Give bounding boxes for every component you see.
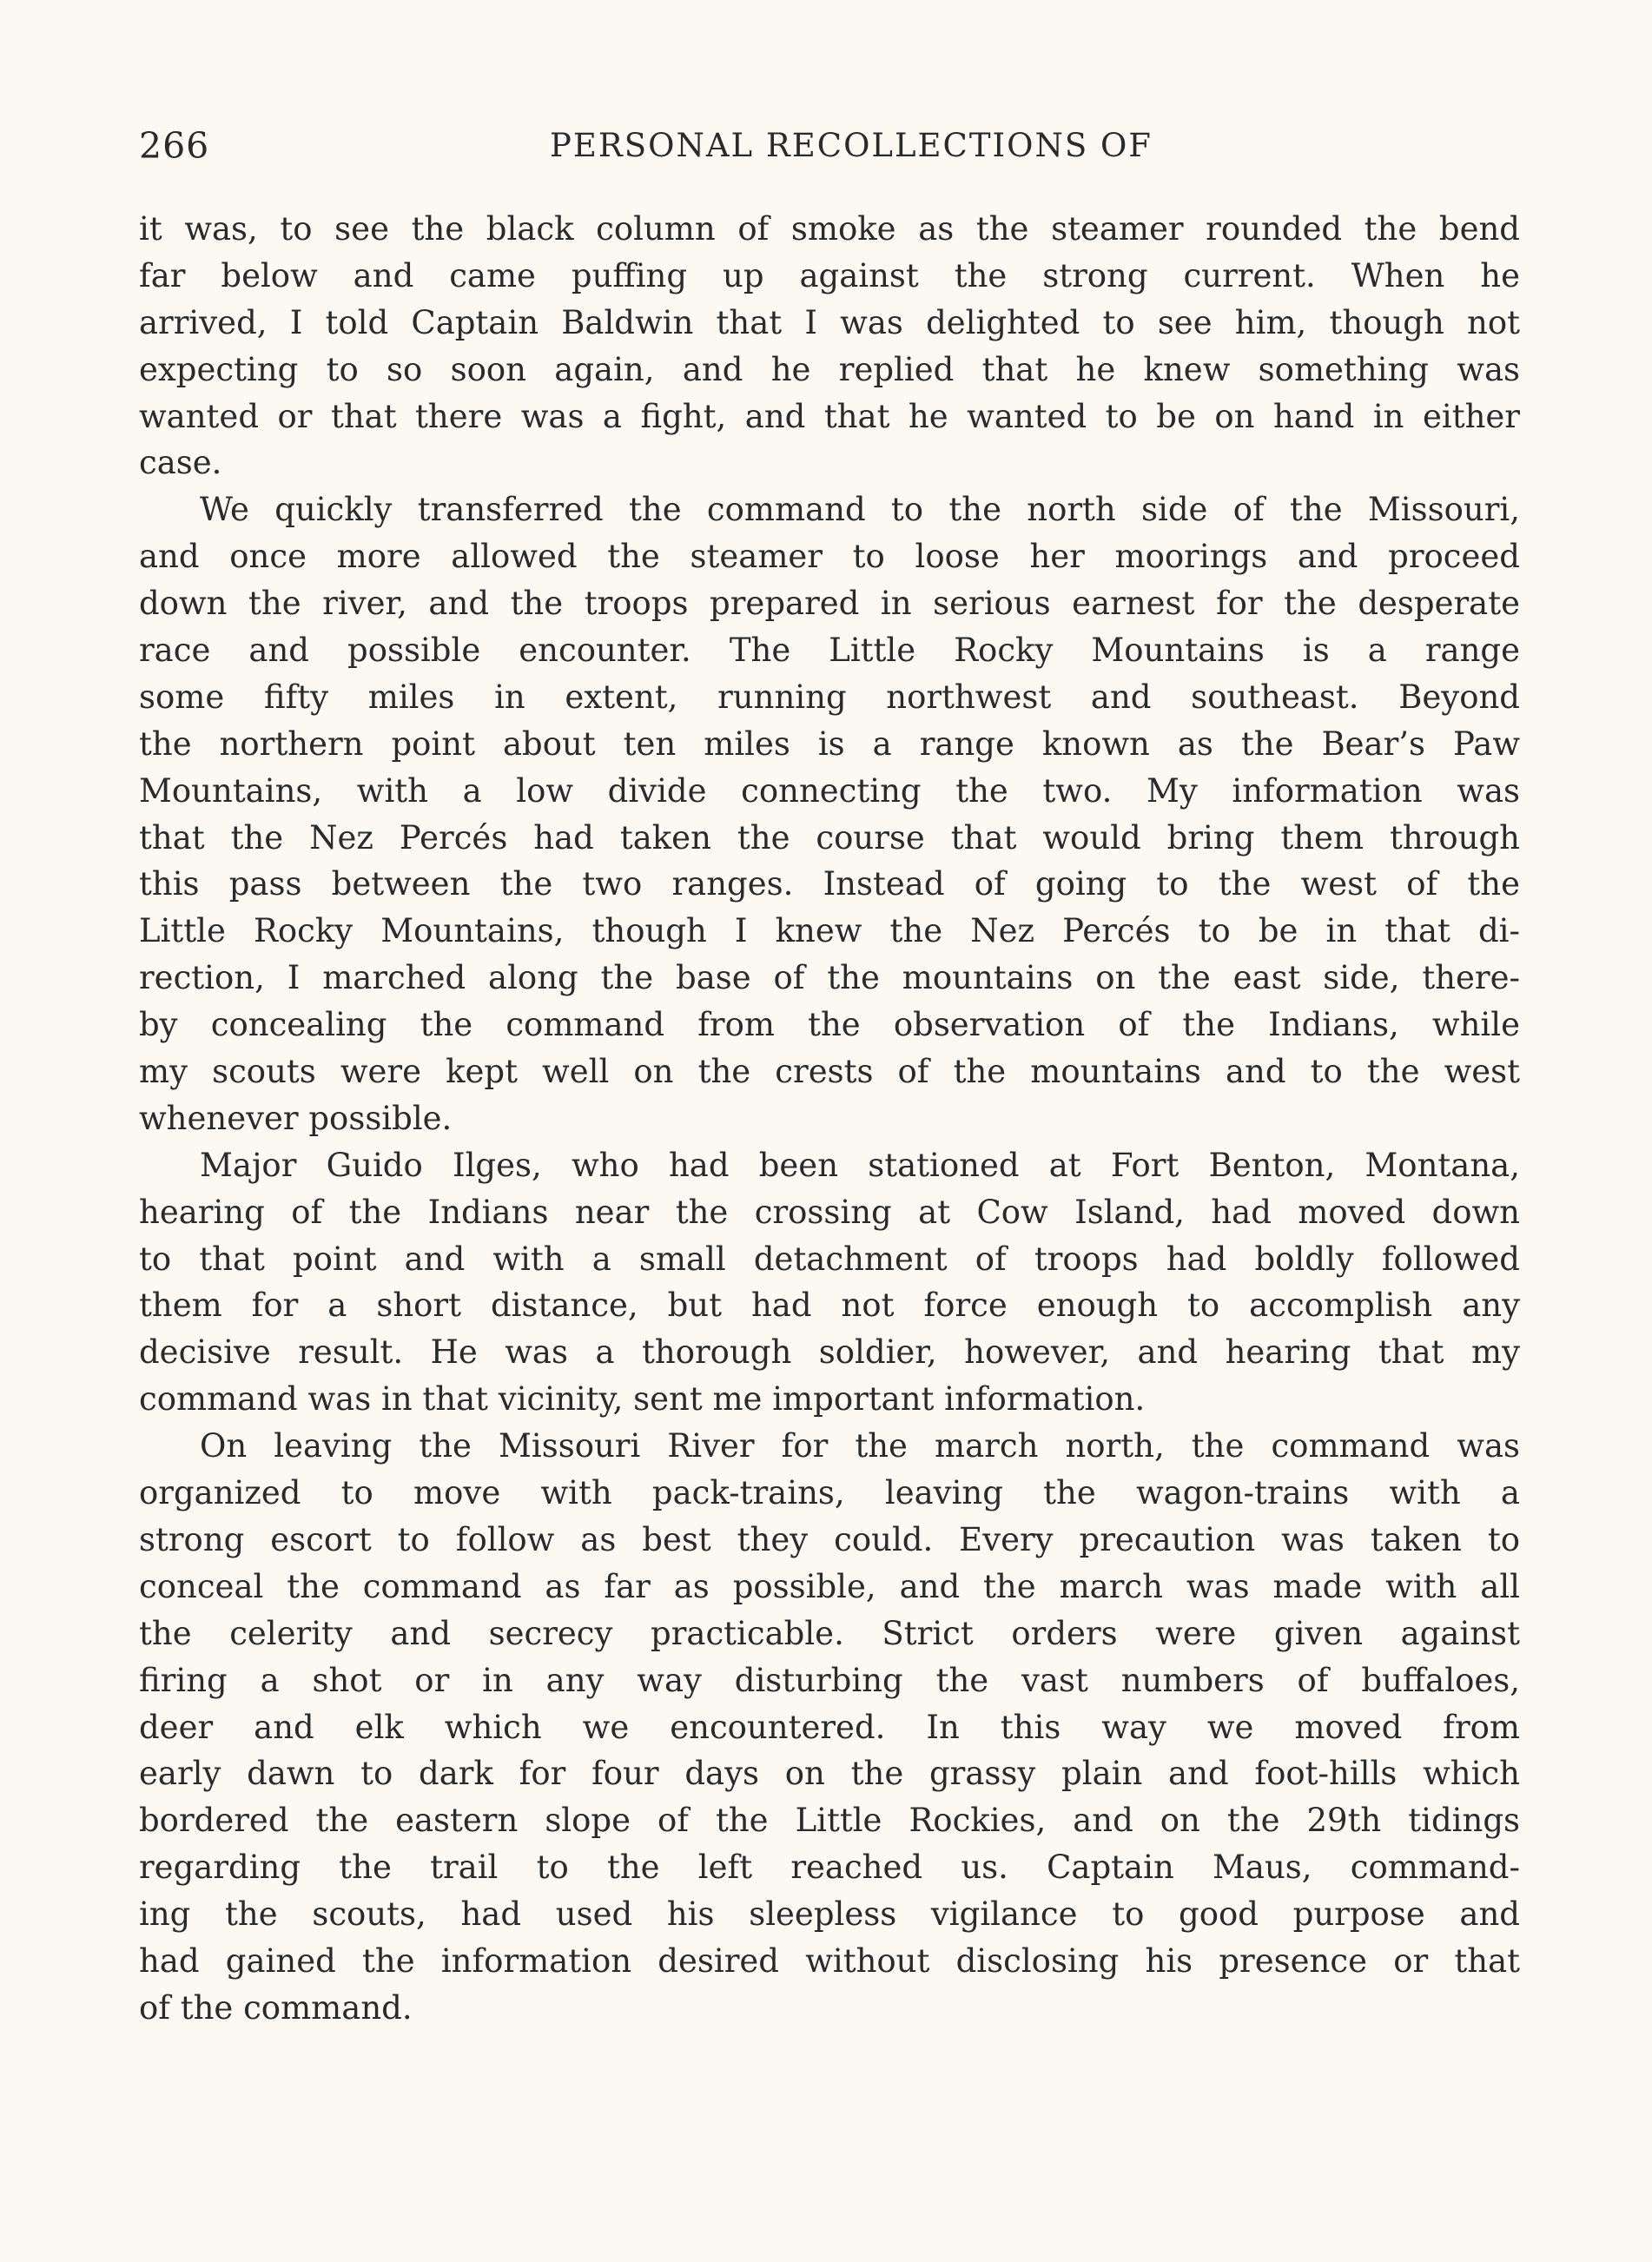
body-text: [139, 206, 1520, 2032]
paragraph-first-line: Major Guido Ilges, who had been stationed at Fort Benton, Montana,: [200, 1146, 1520, 1184]
text-line: organized to move with pack-trains, leaving the wagon-trains with a: [139, 1474, 1520, 1512]
text-line: the celerity and secrecy practicable. Strict orders were given against: [139, 1614, 1520, 1652]
text-line: the northern point about ten miles is a range known as the Bear’s Paw: [139, 724, 1520, 763]
text-line: to that point and with a small detachment of troops had boldly followed: [139, 1240, 1520, 1278]
text-line: my scouts were kept well on the crests of the mountains and to the west: [139, 1053, 1520, 1091]
text-line: hearing of the Indians near the crossing at Cow Island, had moved down: [139, 1193, 1520, 1231]
text-line: conceal the command as far as possible, and the march was made with all: [139, 1567, 1520, 1605]
text-line: and once more allowed the steamer to loose her moorings and proceed: [139, 538, 1520, 576]
text-line: strong escort to follow as best they could. Every precaution was taken to: [139, 1520, 1520, 1558]
text-line: arrived, I told Captain Baldwin that I was delighted to see him, though not: [139, 303, 1520, 341]
page-number: 266: [139, 125, 210, 167]
text-line: Little Rocky Mountains, though I knew the Nez Percés to be in that di-: [139, 912, 1520, 950]
text-line: rection, I marched along the base of the mountains on the east side, there-: [139, 959, 1520, 997]
text-line: race and possible encounter. The Little Rocky Mountains is a range: [139, 632, 1520, 670]
paragraph-first-line: On leaving the Missouri River for the march north, the command was: [200, 1427, 1520, 1465]
text-line: by concealing the command from the observation of the Indians, while: [139, 1006, 1520, 1044]
text-line: decisive result. He was a thorough soldier, however, and hearing that my: [139, 1333, 1520, 1372]
text-line: them for a short distance, but had not force enough to accomplish any: [139, 1286, 1520, 1325]
text-line: far below and came puffing up against the strong current. When he: [139, 256, 1520, 294]
text-line: had gained the information desired without disclosing his presence or that: [139, 1941, 1520, 1980]
paragraph-first-line: We quickly transferred the command to the north side of the Missouri,: [200, 491, 1520, 529]
text-line: some fifty miles in extent, running northwest and southeast. Beyond: [139, 678, 1520, 716]
text-line: command was in that vicinity, sent me important information.: [139, 1380, 1146, 1419]
text-line: of the command.: [139, 1988, 413, 2027]
running-head: [139, 120, 1527, 172]
text-line: early dawn to dark for four days on the grassy plain and foot-hills which: [139, 1755, 1520, 1793]
text-line: that the Nez Percés had taken the course that would bring them through: [139, 818, 1520, 857]
text-line: firing a shot or in any way disturbing the vast numbers of buffaloes,: [139, 1661, 1520, 1699]
text-line: Mountains, with a low divide connecting the two. My information was: [139, 771, 1520, 810]
text-line: whenever possible.: [139, 1099, 453, 1137]
text-line: case.: [139, 444, 222, 482]
text-line: deer and elk which we encountered. In this way we moved from: [139, 1708, 1520, 1746]
text-line: this pass between the two ranges. Instead of going to the west of the: [139, 865, 1520, 903]
text-line: expecting to so soon again, and he replied that he knew something was: [139, 350, 1520, 388]
text-line: ing the scouts, had used his sleepless vigilance to good purpose and: [139, 1895, 1520, 1934]
text-line: wanted or that there was a fight, and that he wanted to be on hand in either: [139, 397, 1520, 435]
text-line: down the river, and the troops prepared in serious earnest for the desperate: [139, 585, 1520, 623]
text-line: regarding the trail to the left reached us. Captain Maus, command-: [139, 1849, 1520, 1887]
text-line: it was, to see the black column of smoke as the steamer rounded the bend: [139, 210, 1520, 248]
text-line: bordered the eastern slope of the Little Rockies, and on the 29th tidings: [139, 1802, 1520, 1840]
running-title: PERSONAL RECOLLECTIONS OF: [550, 127, 1153, 164]
